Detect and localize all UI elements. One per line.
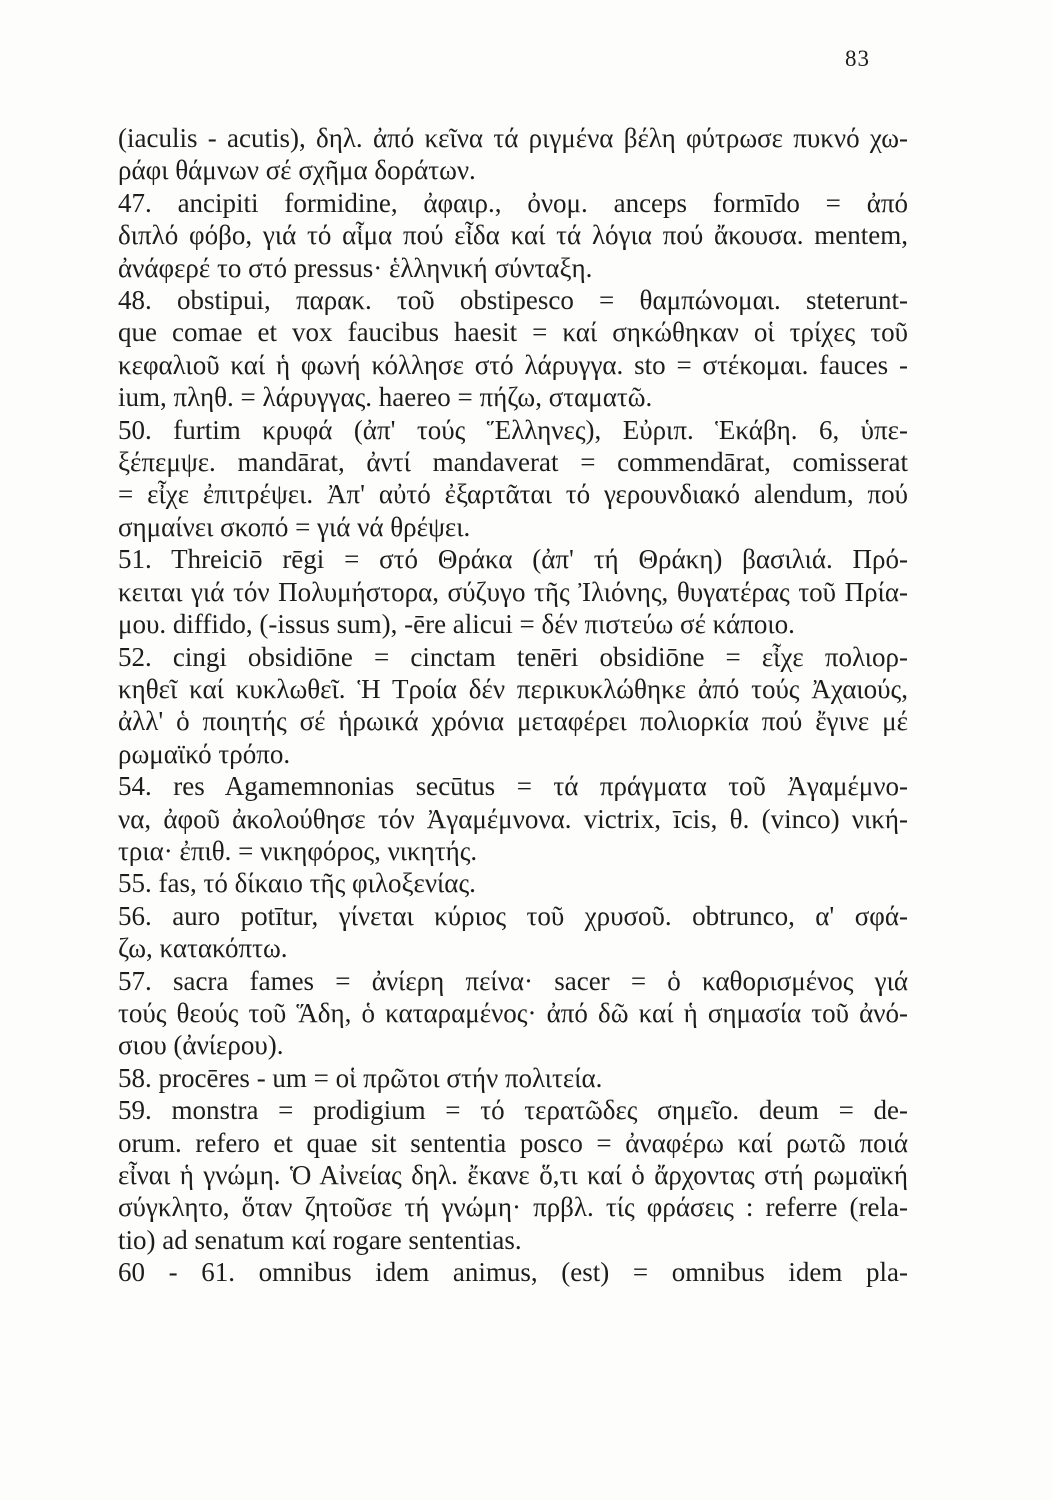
text-line: σιου (ἀνίερου). bbox=[118, 1030, 284, 1061]
text-line: κεφαλιοῦ καί ἡ φωνή κόλλησε στό λάρυγγα. sto = στέκομαι. fauces - bbox=[118, 349, 908, 380]
text-line: κηθεῖ καί κυκλωθεῖ. Ἡ Τροία δέν περικυκλώθηκε ἀπό τούς Ἀχαιούς, bbox=[118, 673, 908, 704]
text-line: 52. cingi obsidiōne = cinctam tenēri obsidiōne = εἶχε πολιορ- bbox=[118, 641, 908, 672]
text-line: ἀνάφερέ το στό pressus· ἑλληνική σύνταξη. bbox=[118, 252, 593, 283]
text-line: τρια· ἐπιθ. = νικηφόρος, νικητής. bbox=[118, 835, 478, 866]
text-line: μου. diffido, (-issus sum), -ēre alicui = δέν πιστεύω σέ κάποιο. bbox=[118, 609, 795, 640]
text-line: 59. monstra = prodigium = τό τερατῶδες σημεῖο. deum = de- bbox=[118, 1095, 908, 1126]
text-line: 56. auro potītur, γίνεται κύριος τοῦ χρυσοῦ. obtrunco, α' σφά- bbox=[118, 900, 908, 931]
text-line: ἀλλ' ὁ ποιητής σέ ἡρωικά χρόνια μεταφέρει πολιορκία πού ἔγινε μέ bbox=[118, 706, 908, 737]
commentary-text bbox=[118, 122, 908, 1289]
text-line: 58. procēres - um = οἱ πρῶτοι στήν πολιτεία. bbox=[118, 1062, 603, 1093]
text-line: ium, πληθ. = λάρυγγας. haereo = πήζω, σταματῶ. bbox=[118, 382, 653, 413]
text-line: ράφι θάμνων σέ σχῆμα δοράτων. bbox=[118, 155, 476, 186]
text-line: να, ἀφοῦ ἀκολούθησε τόν Ἀγαμέμνονα. victrix, īcis, θ. (vinco) νική- bbox=[118, 803, 908, 834]
text-line: que comae et vox faucibus haesit = καί σηκώθηκαν οἱ τρίχες τοῦ bbox=[118, 317, 908, 348]
text-line: 48. obstipui, παρακ. τοῦ obstipesco = θαμπώνομαι. steterunt- bbox=[118, 285, 908, 316]
text-line: 60 - 61. omnibus idem animus, (est) = omnibus idem pla- bbox=[118, 1257, 908, 1288]
text-line: τούς θεούς τοῦ Ἅδη, ὁ καταραμένος· ἀπό δῶ καί ἡ σημασία τοῦ ἀνό- bbox=[118, 997, 908, 1028]
text-line: = εἶχε ἐπιτρέψει. Ἀπ' αὐτό ἐξαρτᾶται τό γερουνδιακό alendum, πού bbox=[118, 479, 908, 510]
text-line: orum. refero et quae sit sententia posco = ἀναφέρω καί ρωτῶ ποιά bbox=[118, 1127, 908, 1158]
text-line: εἶναι ἡ γνώμη. Ὁ Αἰνείας δηλ. ἔκανε ὅ,τι καί ὁ ἄρχοντας στή ρωμαϊκή bbox=[118, 1160, 908, 1190]
text-line: σημαίνει σκοπό = γιά νά θρέψει. bbox=[118, 511, 471, 542]
text-line: σύγκλητο, ὅταν ζητοῦσε τή γνώμη· πρβλ. τίς φράσεις : referre (rela- bbox=[118, 1192, 908, 1223]
text-line: 54. res Agamemnonias secūtus = τά πράγματα τοῦ Ἀγαμέμνο- bbox=[118, 771, 908, 802]
text-line: 47. ancipiti formidine, ἀφαιρ., ὀνομ. anceps formīdo = ἀπό bbox=[118, 187, 908, 218]
text-line: 50. furtim κρυφά (ἀπ' τούς Ἕλληνες), Εὐριπ. Ἑκάβη. 6, ὑπε- bbox=[118, 414, 908, 445]
text-line: κειται γιά τόν Πολυμήστορα, σύζυγο τῆς Ἰλιόνης, θυγατέρας τοῦ Πρία- bbox=[118, 576, 908, 607]
text-line: tio) ad senatum καί rogare sententias. bbox=[118, 1224, 522, 1255]
text-line: ρωμαϊκό τρόπο. bbox=[118, 738, 291, 769]
text-line: ζω, κατακόπτω. bbox=[118, 933, 288, 964]
text-line: 51. Threiciō rēgi = στό Θράκα (ἀπ' τή Θράκη) βασιλιά. Πρό- bbox=[118, 544, 908, 575]
text-line: (iaculis - acutis), δηλ. ἀπό κεῖνα τά ριγμένα βέλη φύτρωσε πυκνό χω- bbox=[118, 123, 908, 153]
text-line: 57. sacra fames = ἀνίερη πείνα· sacer = ὁ καθορισμένος γιά bbox=[118, 965, 908, 996]
page-number: 83 bbox=[845, 46, 870, 71]
text-line: διπλό φόβο, γιά τό αἷμα πού εἶδα καί τά λόγια πού ἄκουσα. mentem, bbox=[118, 220, 908, 251]
text-line: ξέπεμψε. mandārat, ἀντί mandaverat = commendārat, comisserat bbox=[118, 447, 908, 478]
text-line: 55. fas, τό δίκαιο τῆς φιλοξενίας. bbox=[118, 868, 476, 899]
